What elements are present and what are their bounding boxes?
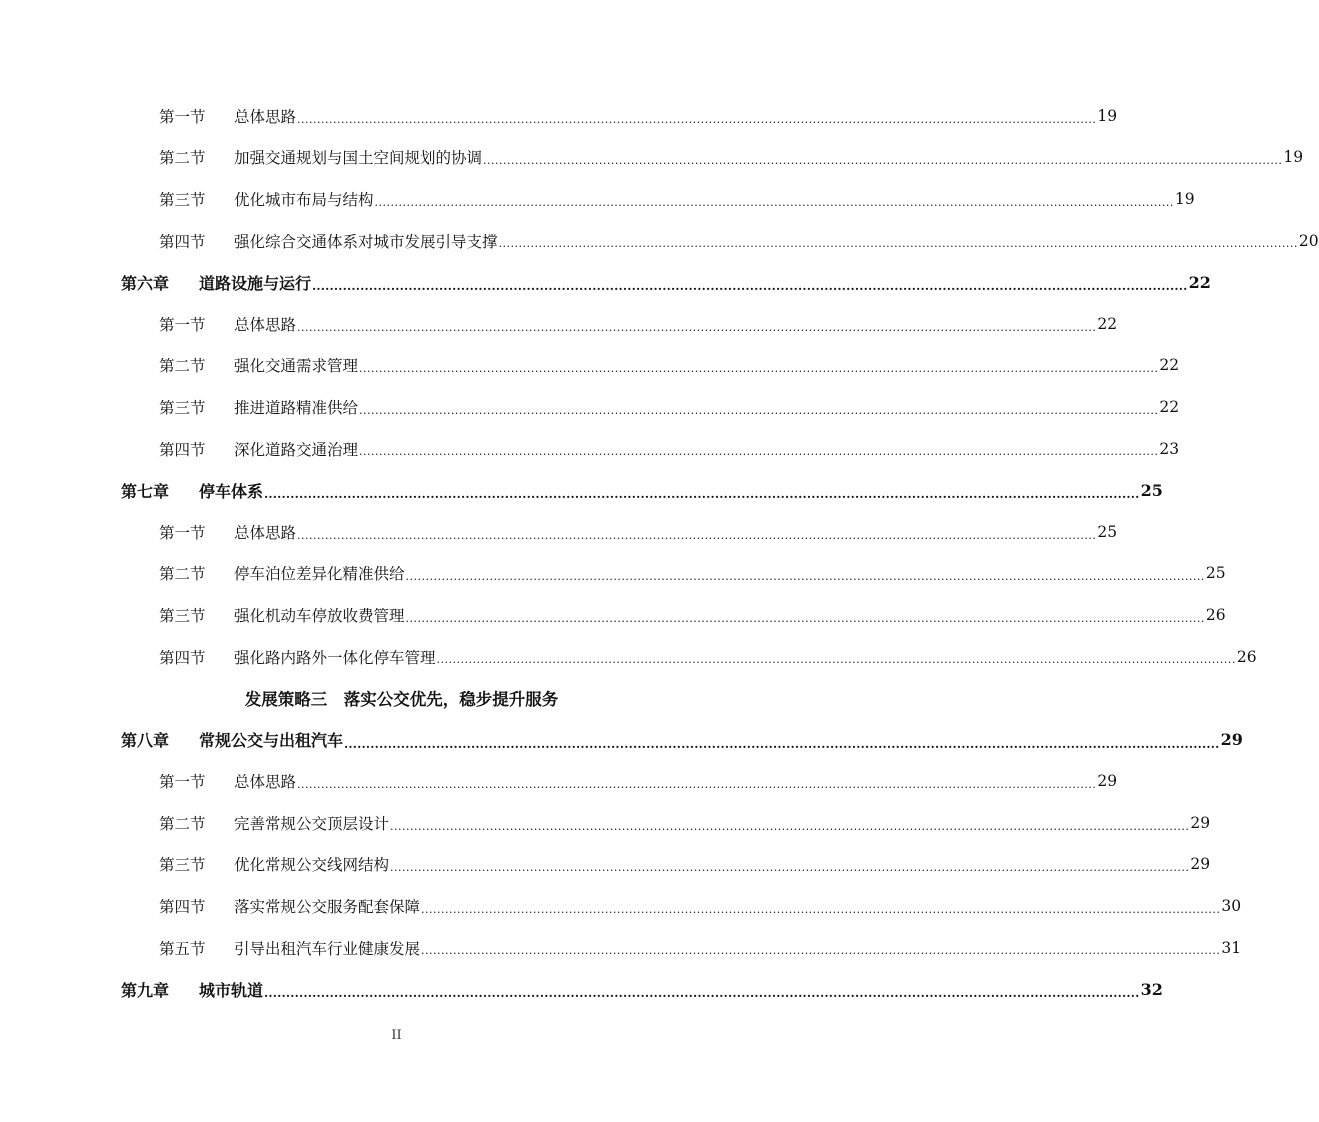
toc-entry[interactable] bbox=[0, 594, 1226, 636]
toc-leader-dots: ........................................................................................................................................................................................................ bbox=[312, 278, 1188, 293]
toc-section-title: 完善常规公交顶层设计 bbox=[234, 814, 390, 833]
toc-section-title: 总体思路 bbox=[234, 107, 297, 126]
strategy-title: 发展策略三 落实公交优先，稳步提升服务 bbox=[244, 690, 559, 710]
toc-entry[interactable] bbox=[0, 303, 1118, 345]
toc-page-number: 19 bbox=[1283, 148, 1304, 167]
toc-leader-dots: ........................................................................................................................................................................................................ bbox=[359, 403, 1159, 417]
toc-entry[interactable] bbox=[0, 802, 1211, 844]
toc-chapter-number: 第六章 bbox=[121, 273, 170, 293]
toc-section-title: 强化机动车停放收费管理 bbox=[234, 606, 405, 625]
toc-section-title: 优化城市布局与结构 bbox=[234, 190, 374, 209]
toc-page-number: 26 bbox=[1236, 647, 1257, 666]
toc-leader-dots: ........................................................................................................................................................................................................ bbox=[264, 986, 1140, 1001]
toc-page-number: 26 bbox=[1205, 605, 1226, 624]
toc-page-number: 22 bbox=[1159, 397, 1180, 416]
toc-chapter-entry[interactable] bbox=[0, 469, 1163, 511]
table-of-contents bbox=[0, 95, 1319, 1010]
toc-page-number: 23 bbox=[1159, 439, 1180, 458]
toc-entry[interactable] bbox=[0, 137, 1304, 179]
toc-section-number: 第四节 bbox=[159, 648, 206, 667]
toc-section-title: 落实常规公交服务配套保障 bbox=[234, 898, 421, 917]
toc-leader-dots: ........................................................................................................................................................................................................ bbox=[390, 861, 1190, 875]
toc-entry[interactable] bbox=[0, 95, 1118, 137]
toc-section-number: 第五节 bbox=[159, 939, 206, 958]
toc-section-title: 总体思路 bbox=[234, 523, 297, 542]
toc-leader-dots: ........................................................................................................................................................................................................ bbox=[483, 154, 1283, 168]
toc-page-number: 19 bbox=[1174, 189, 1195, 208]
toc-page-number: 32 bbox=[1140, 979, 1163, 999]
toc-page-number: 25 bbox=[1140, 480, 1163, 500]
toc-section-title: 总体思路 bbox=[234, 315, 297, 334]
toc-section-number: 第三节 bbox=[159, 856, 206, 875]
toc-chapter-number: 第七章 bbox=[121, 481, 170, 501]
toc-chapter-title: 常规公交与出租汽车 bbox=[199, 731, 344, 751]
toc-entry[interactable] bbox=[0, 511, 1118, 553]
toc-section-title: 强化交通需求管理 bbox=[234, 357, 359, 376]
toc-section-title: 总体思路 bbox=[234, 773, 297, 792]
toc-page-number: 31 bbox=[1221, 938, 1242, 957]
toc-leader-dots: ........................................................................................................................................................................................................ bbox=[264, 486, 1140, 501]
toc-page-number: 30 bbox=[1221, 897, 1242, 916]
toc-chapter-entry[interactable] bbox=[0, 719, 1243, 761]
toc-section-number: 第三节 bbox=[159, 606, 206, 625]
toc-section-number: 第一节 bbox=[159, 315, 206, 334]
toc-entry[interactable] bbox=[0, 885, 1242, 927]
toc-section-title: 强化综合交通体系对城市发展引导支撑 bbox=[234, 232, 498, 251]
toc-entry[interactable] bbox=[0, 345, 1180, 387]
toc-entry[interactable] bbox=[0, 844, 1211, 886]
toc-chapter-number: 第八章 bbox=[121, 731, 170, 751]
toc-leader-dots: ........................................................................................................................................................................................................ bbox=[359, 445, 1159, 459]
toc-section-number: 第四节 bbox=[159, 440, 206, 459]
toc-section-number: 第一节 bbox=[159, 773, 206, 792]
toc-page-number: 29 bbox=[1220, 730, 1243, 750]
toc-leader-dots: ........................................................................................................................................................................................................ bbox=[344, 736, 1220, 751]
toc-section-title: 优化常规公交线网结构 bbox=[234, 856, 390, 875]
toc-chapter-title: 停车体系 bbox=[199, 481, 264, 501]
toc-entry[interactable] bbox=[0, 220, 1319, 262]
toc-entry[interactable] bbox=[0, 636, 1257, 678]
page-footer-number: II bbox=[391, 1028, 402, 1043]
toc-page-number: 22 bbox=[1159, 356, 1180, 375]
toc-leader-dots: ........................................................................................................................................................................................................ bbox=[421, 902, 1221, 916]
toc-page-number: 22 bbox=[1188, 272, 1211, 292]
toc-page-number: 25 bbox=[1097, 522, 1118, 541]
toc-page-number: 25 bbox=[1205, 564, 1226, 583]
toc-leader-dots: ........................................................................................................................................................................................................ bbox=[297, 528, 1097, 542]
toc-chapter-entry[interactable] bbox=[0, 261, 1211, 303]
toc-leader-dots: ........................................................................................................................................................................................................ bbox=[405, 611, 1205, 625]
toc-section-number: 第四节 bbox=[159, 232, 206, 251]
toc-section-number: 第四节 bbox=[159, 898, 206, 917]
toc-leader-dots: ........................................................................................................................................................................................................ bbox=[374, 195, 1174, 209]
toc-section-title: 加强交通规划与国土空间规划的协调 bbox=[234, 149, 483, 168]
toc-page-number: 29 bbox=[1190, 855, 1211, 874]
toc-chapter-title: 道路设施与运行 bbox=[199, 273, 312, 293]
toc-leader-dots: ........................................................................................................................................................................................................ bbox=[297, 778, 1097, 792]
toc-section-number: 第二节 bbox=[159, 814, 206, 833]
toc-chapter-title: 城市轨道 bbox=[199, 980, 264, 1000]
toc-section-number: 第一节 bbox=[159, 107, 206, 126]
toc-entry[interactable] bbox=[0, 178, 1195, 220]
toc-section-number: 第二节 bbox=[159, 357, 206, 376]
toc-page-number: 22 bbox=[1097, 314, 1118, 333]
toc-chapter-number: 第九章 bbox=[121, 980, 170, 1000]
toc-section-title: 深化道路交通治理 bbox=[234, 440, 359, 459]
toc-section-title: 强化路内路外一体化停车管理 bbox=[234, 648, 436, 667]
toc-section-number: 第三节 bbox=[159, 190, 206, 209]
toc-section-number: 第二节 bbox=[159, 565, 206, 584]
toc-section-title: 推进道路精准供给 bbox=[234, 398, 359, 417]
toc-leader-dots: ........................................................................................................................................................................................................ bbox=[297, 112, 1097, 126]
toc-entry[interactable] bbox=[0, 761, 1118, 803]
toc-leader-dots: ........................................................................................................................................................................................................ bbox=[421, 944, 1221, 958]
toc-leader-dots: ........................................................................................................................................................................................................ bbox=[359, 362, 1159, 376]
toc-section-number: 第二节 bbox=[159, 149, 206, 168]
toc-entry[interactable] bbox=[0, 927, 1242, 969]
toc-leader-dots: ........................................................................................................................................................................................................ bbox=[297, 320, 1097, 334]
toc-page-number: 20 bbox=[1298, 231, 1319, 250]
toc-section-number: 第一节 bbox=[159, 523, 206, 542]
toc-entry[interactable] bbox=[0, 428, 1180, 470]
toc-leader-dots: ........................................................................................................................................................................................................ bbox=[405, 570, 1205, 584]
toc-leader-dots: ........................................................................................................................................................................................................ bbox=[498, 237, 1298, 251]
toc-strategy-heading[interactable] bbox=[0, 677, 793, 719]
toc-leader-dots: ........................................................................................................................................................................................................ bbox=[436, 653, 1236, 667]
toc-leader-dots: ........................................................................................................................................................................................................ bbox=[390, 819, 1190, 833]
toc-page-number: 29 bbox=[1097, 772, 1118, 791]
toc-page-number: 19 bbox=[1097, 106, 1118, 125]
toc-section-number: 第三节 bbox=[159, 398, 206, 417]
toc-page-number: 29 bbox=[1190, 813, 1211, 832]
toc-chapter-entry[interactable] bbox=[0, 968, 1163, 1010]
toc-section-title: 引导出租汽车行业健康发展 bbox=[234, 939, 421, 958]
toc-section-title: 停车泊位差异化精准供给 bbox=[234, 565, 405, 584]
toc-entry[interactable] bbox=[0, 553, 1226, 595]
toc-entry[interactable] bbox=[0, 386, 1180, 428]
